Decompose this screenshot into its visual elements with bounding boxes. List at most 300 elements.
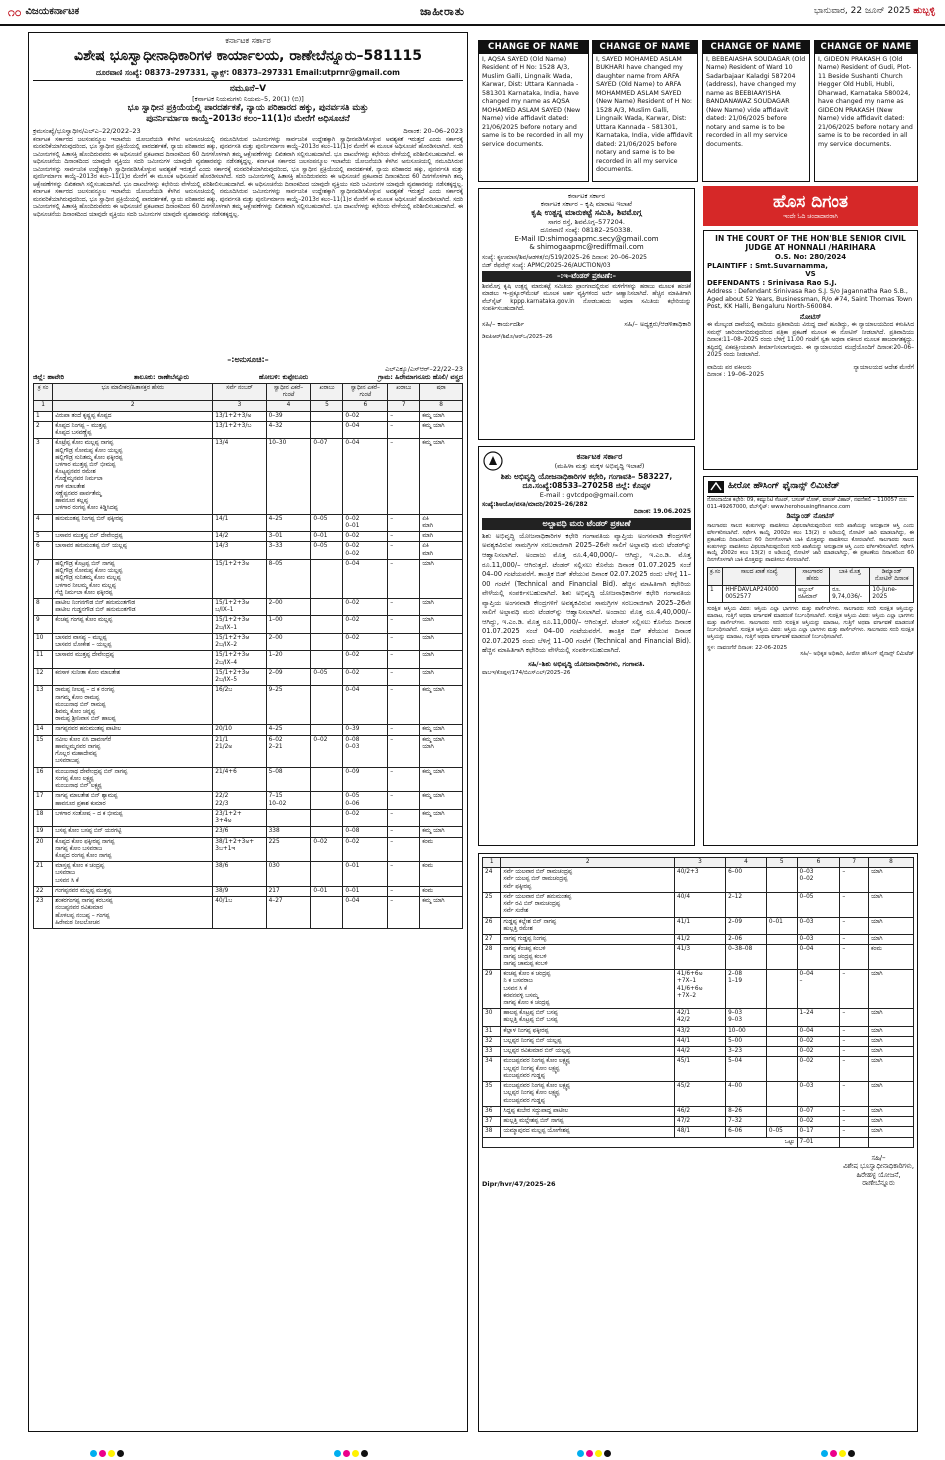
table-cell: 7–15 10–02: [266, 792, 311, 809]
table-cell: 0–01: [343, 862, 388, 887]
table-cell: ರಾಮಪ್ಪ ನೀಲಪ್ಪ – ದ ಕ ರಂಗಪ್ಪ ನಾಗಮ್ಮ ಕೋಂ ರಾಮಪ್ಪ ಮಂಜುನಾಥ ಬಿನ್ ರಾಮಪ್ಪ ಶಿವಮ್ಮ ಕೋಂ ಚನ್ನಪ್ಪ ರಾಮಪ್ಪ ಶ್ರೀನಿವಾಸ ಬಿನ್ ಹಾಲಪ್ಪ: [53, 686, 213, 725]
total-label: ಒಟ್ಟು: [483, 1137, 798, 1147]
table-cell: ಏಕಿ ಮಾಗಿ: [420, 542, 463, 559]
table-cell: 5: [34, 532, 53, 542]
table-cell: ಯಾಗಿ: [869, 1047, 914, 1057]
table-cell: 0–05: [311, 668, 343, 685]
court-date: ದಿನಾಂಕ : 19–06–2025: [707, 371, 765, 379]
table-cell: 1–24: [797, 1009, 840, 1026]
hero-column-header: ಸಾಲಗಾರರ ಹೆಸರು: [795, 568, 829, 585]
table-cell: 13/4: [213, 439, 266, 514]
officer-signature: ಸಹಿ/– ವಿಶೇಷ ಭೂಸ್ವಾಧೀನಾಧಿಕಾರಿಗಳು, ಹಿರೇಹಳ್ಳ ಯೋಜನೆ, ರಾಣೇಬೆನ್ನೂರು: [843, 1153, 914, 1188]
table-cell: 0–02: [311, 735, 343, 767]
table-cell: 9–25: [266, 686, 311, 725]
table-cell: 217: [266, 886, 311, 896]
table-row: [34, 421, 463, 438]
table-cell: –: [388, 598, 420, 615]
table-cell: ಕಮ್ಮ ಯಾಗಿ: [420, 686, 463, 725]
apmc-dept: ಕರ್ನಾಟಕ ಸರ್ಕಾರ – ಕೃಷಿ ಮಾರಾಟ ಇಲಾಖೆ: [540, 200, 633, 209]
office-title: ವಿಶೇಷ ಭೂಸ್ವಾಧೀನಾಧಿಕಾರಿಗಳ ಕಾರ್ಯಾಲಯ, ರಾಣೇಬೆನ್ನೂರು–581115: [74, 48, 422, 64]
column-header: ಕ್ರ ಸಂ: [34, 383, 53, 400]
table-cell: ಕೊಟ್ರೆಪ್ಪ ಕೋಂ ಮಲ್ಲಪ್ಪ ನಾಗಪ್ಪ ಹಲ್ಲಿಗೌಡ್ರ ಸೋಮಪ್ಪ ಕೋಂ ಯಲ್ಲಪ್ಪ ಹಲ್ಲಿಗೌಡ್ರ ಸುನಿತಮ್ಮ ಕೋಂ ಫಕ್ಕೀರಪ್ಪ ಬಳಗಾರ ಮುತ್ತಪ್ಪ ಬಿನ್ ಭೀಮಪ್ಪ ಕೊಟ್ಟಪ್ಪನವರ ರಮೇಶ ಗೊಡ್ಡೆಮ್ಮನವರ ನಿರ್ಮಲಾ ಗಾಳಿ ಮಾಲತೇಶ ಸಣ್ಣೆಪ್ಪನವರ ಪಾರ್ವತೆಮ್ಮ ಹಾವನೂರ ಕಲ್ಲಪ್ಪ ಬಳಗಾರ ರಂಗಪ್ಪ ಕೋಂ ಕಿಡ್ಡಿಸಿದಪ್ಪ: [53, 439, 213, 514]
hosa-diganta-ad: [703, 186, 918, 226]
cdpo-banner: ಅಲ್ಪಾವಧಿ ಮರು ಟೆಂಡರ್ ಪ್ರಕಟಣೆ: [482, 518, 691, 530]
table-cell: 0–05: [311, 542, 343, 559]
table-cell: –: [840, 868, 869, 893]
table-cell: ಹಾಲಪ್ಪ ಕೊಟ್ರಪ್ಪ ಬಿನ್ ಬಸಪ್ಪ ಹುಲ್ಲತ್ತಿ ಕೊಟ್ರಪ್ಪ ಬಿನ್ ಬಸಪ್ಪ: [501, 1009, 675, 1026]
table-cell: 0–03: [797, 917, 840, 934]
table-cell: ಕಮ್ಮ ಯಾಗಿ: [420, 439, 463, 514]
table-row: [34, 837, 463, 862]
table-row: [34, 809, 463, 826]
column-header: ಷರಾ: [420, 383, 463, 400]
table-cell: 0–01: [311, 532, 343, 542]
change-of-name-1: CHANGE OF NAME I, AQSA SAYED (Old Name) Resident of H No: 1528 A/3, Muslim Galli, Lingnaik Wada, Karwar, Dist: Uttara Kannada - 581301 Karnataka, India, have changed my name as AQSA MOHAMED ASLAM SAYED (New Name) vide affidavit dated: 21/06/2025 before notary and same is to be recorded in all my service documents.: [478, 40, 589, 182]
table-row: [483, 868, 914, 893]
table-cell: ಯಾಗಿ: [420, 559, 463, 598]
table-cell: 9: [34, 616, 53, 633]
table-cell: 0–08 0–03: [343, 735, 388, 767]
table-row: [34, 735, 463, 767]
hero-body: ಸಾಲಗಾರರು ಸಾಲದ ಕಂತುಗಳನ್ನು ಪಾವತಿಸಲು ವಿಫಲರಾಗಿರುವುದರಿಂದ ಸದರಿ ಖಾತೆಯನ್ನು ಅನುತ್ಪಾದಕ ಆಸ್ತಿ ಎಂದು ವರ್ಗೀಕರಿಸಲಾಗಿದೆ. ಸರ್ಫೇಸಿ ಕಾಯ್ದೆ 2002ರ ಕಲಂ 13(2) ರ ಅಡಿಯಲ್ಲಿ ನೋಟಿಸ್ ಜಾರಿ ಮಾಡಲಾಗಿದ್ದು, ಈ ಪ್ರಕಟಣೆಯ ದಿನಾಂಕದಿಂದ 60 ದಿನಗಳೊಳಗಾಗಿ ಬಾಕಿ ಮೊತ್ತವನ್ನು ಪಾವತಿಸಲು ಕೋರಲಾಗಿದೆ. ಸಾಲಗಾರರು ಸಾಲದ ಕಂತುಗಳನ್ನು ಪಾವತಿಸಲು ವಿಫಲರಾಗಿರುವುದರಿಂದ ಸದರಿ ಖಾತೆಯನ್ನು ಅನುತ್ಪಾದಕ ಆಸ್ತಿ ಎಂದು ವರ್ಗೀಕರಿಸಲಾಗಿದೆ. ಸರ್ಫೇಸಿ ಕಾಯ್ದೆ 2002ರ ಕಲಂ 13(2) ರ ಅಡಿಯಲ್ಲಿ ನೋಟಿಸ್ ಜಾರಿ ಮಾಡಲಾಗಿದ್ದು, ಈ ಪ್ರಕಟಣೆಯ ದಿನಾಂಕದಿಂದ 60 ದಿನಗಳೊಳಗಾಗಿ ಬಾಕಿ ಮೊತ್ತವನ್ನು ಪಾವತಿಸಲು ಕೋರಲಾಗಿದೆ.: [707, 522, 914, 564]
form-sub: [ಕರ್ನಾಟಕ ನಿಯಮಗಳು ನಿಯಮ–5, 20(1) (ಬಿ)]: [192, 95, 304, 104]
issue-date: ಭಾನುವಾರ, 22 ಜೂನ್ 2025 ಹುಬ್ಬಳ್ಳಿ: [814, 6, 935, 17]
table-cell: 0–02: [797, 1047, 840, 1057]
notice-ref-row: ಕ್ರಮಸಂಖ್ಯೆ/ಭೂಸ್ವಾಧೀನ/ಎಲ್‌ಎ–22/2022–23 ದಿನಾಂಕ: 20–06–2023: [33, 126, 463, 135]
table-cell: ಹಲ್ಲಿಗೌಡ್ರ ಕೊಟ್ರಪ್ಪ ಬಿನ್ ನಾಗಪ್ಪ ಹಲ್ಲಿಗೌಡ್ರ ಸೋಮಪ್ಪ ಕೋಂ ಯಲ್ಲಪ್ಪ ಹಲ್ಲಿಗೌಡ್ರ ಸುನಿತಮ್ಮ ಕೋಂ ಮಲ್ಲಪ್ಪ ಬಳಗಾರ ನೀಲಮ್ಮ ಕೋಂ ಮಲ್ಲಪ್ಪ ಗೆಜ್ಜಿ ನಿರ್ಮಲಾ ಕೋಂ ಫಕ್ಕೀರಪ್ಪ: [53, 559, 213, 598]
table-cell: –: [840, 970, 869, 1009]
table-cell: ಮಾಗಿ: [420, 532, 463, 542]
table-cell: 0–02: [343, 651, 388, 668]
table-cell: [766, 1047, 797, 1057]
table-cell: ಬಾಸವರ ವಾಸಪ್ಪ – ಮಲ್ಲಪ್ಪ ಬಾಸವರ ಲೋಕೇಶ – ಯಲ್ಲಪ್ಪ: [53, 633, 213, 650]
cmyk-dots-mid1: [334, 1450, 368, 1457]
table-row: [34, 411, 463, 421]
table-cell: 225: [266, 837, 311, 862]
table-cell: –: [388, 725, 420, 735]
table-row: [483, 1047, 914, 1057]
table-cell: 4–00: [726, 1082, 767, 1107]
table-row: [483, 1036, 914, 1046]
court-notice: [703, 230, 918, 470]
table-cell: –: [388, 837, 420, 862]
hero-column-header: ಡಿಮ್ಯಾಂಡ್ ನೋಟಿಸ್ ದಿನಾಂಕ: [870, 568, 914, 585]
table-cell: –: [388, 439, 420, 514]
table-cell: ಕಂಮ: [420, 837, 463, 862]
table-row: [34, 439, 463, 514]
table-cell: ಕಮ್ಮ ಯಾಗಿ: [420, 767, 463, 792]
hero-table: [707, 567, 914, 603]
section-title: ಜಾಹೀರಾತು: [420, 5, 466, 19]
table-row: [483, 1106, 914, 1116]
dipr-ref: Dipr/hvr/47/2025-26: [482, 1179, 556, 1188]
column-header: ಖರಾಬು: [311, 383, 343, 400]
table-cell: –: [840, 1057, 869, 1082]
table-cell: 30: [483, 1009, 501, 1026]
table-cell: [311, 686, 343, 725]
schedule-continuation: [478, 853, 918, 1432]
table-cell: 0–03 0–02: [797, 868, 840, 893]
table-cell: 0–08: [343, 827, 388, 837]
table-cell: 15: [34, 735, 53, 767]
page-number: ೧೦: [8, 4, 22, 19]
cmyk-dots-left: [90, 1450, 124, 1457]
table-cell: [311, 411, 343, 421]
court-title: IN THE COURT OF THE HON'BLE SENIOR CIVIL JUDGE AT HONNALI /HARIHARA: [715, 234, 906, 253]
table-cell: ಪಾಟೀಲ ನಿಂಗನಗೌಡ ಬಿನ್ ಹನುಮಂತಗೌಡ ಪಾಟೀಲ ಗುಡ್ಡನಗೌಡ ಬಿನ್ ಹನುಮಂತಗೌಡ: [53, 598, 213, 615]
table-cell: 23/1+2+ 3+4ಅ: [213, 809, 266, 826]
apmc-phone: ದೂರವಾಣಿ ಸಂಖ್ಯೆ: 08182–250338.: [540, 226, 633, 235]
table-cell: ಯಾಗಿ: [869, 1106, 914, 1116]
table-row: [34, 686, 463, 725]
table-cell: –: [388, 616, 420, 633]
table-cell: –: [840, 1036, 869, 1046]
table-cell: 46/2: [675, 1106, 726, 1116]
table-row: [483, 935, 914, 945]
table-cell: ಕಮ್ಮ ಯಾಗಿ: [420, 792, 463, 809]
table-cell: –: [388, 668, 420, 685]
table-cell: [311, 598, 343, 615]
apmc-tender-notice: [478, 188, 695, 440]
table-cell: [311, 725, 343, 735]
table-row: [483, 917, 914, 934]
cdpo-body: ಶಿಶು ಅಭಿವೃದ್ಧಿ ಯೋಜನಾಧಿಕಾರಿಗಳ ಕಛೇರಿ ಗಂಗಾವತಿಯ ವ್ಯಾಪ್ತಿಯ ಅಂಗನವಾಡಿ ಕೇಂದ್ರಗಳಿಗೆ ಅವಶ್ಯಕವಿರುವ ಸಾಮಗ್ರಿಗಳ ಸರಬರಾಜಿಗಾಗಿ 2025–26ನೇ ಸಾಲಿಗೆ ಅಲ್ಪಾವಧಿ ಮರು ಟೆಂಡರ್‌ನ್ನು ಆಹ್ವಾನಿಸಲಾಗಿದೆ. ಅಂದಾಜು ಮೊತ್ತ ರೂ.4,40,000/– ಆಗಿದ್ದು, ಇ.ಎಂ.ಡಿ. ಮೊತ್ತ ರೂ.11,000/– ಆಗಿರುತ್ತದೆ. ಟೆಂಡರ್ ಸಲ್ಲಿಸಲು ಕೊನೆಯ ದಿನಾಂಕ 01.07.2025 ಸಂಜೆ 04–00 ಗಂಟೆಯವರೆಗೆ. ತಾಂತ್ರಿಕ ಬಿಡ್ ತೆರೆಯುವ ದಿನಾಂಕ 02.07.2025 ರಂದು ಬೆಳಿಗ್ಗೆ 11–00 ಗಂಟೆಗೆ (Technical and Financial Bid). ಹೆಚ್ಚಿನ ಮಾಹಿತಿಗಾಗಿ ಕಛೇರಿಯ ವೇಳೆಯಲ್ಲಿ ಸಂಪರ್ಕಿಸಬಹುದಾಗಿದೆ. ಶಿಶು ಅಭಿವೃದ್ಧಿ ಯೋಜನಾಧಿಕಾರಿಗಳ ಕಛೇರಿ ಗಂಗಾವತಿಯ ವ್ಯಾಪ್ತಿಯ ಅಂಗನವಾಡಿ ಕೇಂದ್ರಗಳಿಗೆ ಅವಶ್ಯಕವಿರುವ ಸಾಮಗ್ರಿಗಳ ಸರಬರಾಜಿಗಾಗಿ 2025–26ನೇ ಸಾಲಿಗೆ ಅಲ್ಪಾವಧಿ ಮರು ಟೆಂಡರ್‌ನ್ನು ಆಹ್ವಾನಿಸಲಾಗಿದೆ. ಅಂದಾಜು ಮೊತ್ತ ರೂ.4,40,000/– ಆಗಿದ್ದು, ಇ.ಎಂ.ಡಿ. ಮೊತ್ತ ರೂ.11,000/– ಆಗಿರುತ್ತದೆ. ಟೆಂಡರ್ ಸಲ್ಲಿಸಲು ಕೊನೆಯ ದಿನಾಂಕ 01.07.2025 ಸಂಜೆ 04–00 ಗಂಟೆಯವರೆಗೆ. ತಾಂತ್ರಿಕ ಬಿಡ್ ತೆರೆಯುವ ದಿನಾಂಕ 02.07.2025 ರಂದು ಬೆಳಿಗ್ಗೆ 11–00 ಗಂಟೆಗೆ (Technical and Financial Bid). ಹೆಚ್ಚಿನ ಮಾಹಿತಿಗಾಗಿ ಕಛೇರಿಯ ವೇಳೆಯಲ್ಲಿ ಸಂಪರ್ಕಿಸಬಹುದಾಗಿದೆ.: [482, 531, 691, 655]
table-cell: 12: [34, 668, 53, 685]
print-registration-marks: [0, 1446, 945, 1460]
office-contact: ದೂರವಾಣಿ ಸಂಖ್ಯೆ: 08373–297331, ಫ್ಯಾಕ್ಸ್: 08373–297331 Email:utprnr@gmail.com: [95, 67, 400, 77]
table-cell: ಬಲ್ಲಪ್ಪರ ರವಿಕುಮಾರ ಬಿನ್ ಯಲ್ಲಪ್ಪ: [501, 1047, 675, 1057]
table-row: [483, 970, 914, 1009]
table-cell: 43/2: [675, 1026, 726, 1036]
table-cell: –: [388, 886, 420, 896]
column-number: 2: [501, 858, 675, 868]
cdpo-govt: ಕರ್ನಾಟಕ ಸರ್ಕಾರ: [576, 451, 623, 461]
cdpo-ref: ಸಂಖ್ಯೆ:ಶಿಅಯೋ/ವಸತಿ/ಮಾದರಿ/2025–26/282: [482, 500, 588, 508]
table-cell: 15/1+2+3ಆ 2ಬ/IX–4: [213, 651, 266, 668]
table-cell: 34: [483, 1057, 501, 1082]
court-signatures: ವಾದಿಯ ಪರ ವಕೀಲರು ನ್ಯಾಯಾಲಯದ ಆದೇಶ ಮೇರೆಗೆ: [707, 363, 914, 371]
hero-column-header: ಬಾಕಿ ಮೊತ್ತ: [830, 568, 870, 585]
table-cell: ಯಮ್ಮಾಪುರದ ಮಲ್ಲಪ್ಪ ಯೋಗೇಶಪ್ಪ: [501, 1127, 675, 1137]
column-header: ಸ್ವಾಧೀನ ಎಕರೆ–ಗುಂಟೆ: [343, 383, 388, 400]
table-cell: 5–00: [726, 1036, 767, 1046]
table-cell: ಕಮ್ಮ ಯಾಗಿ ಯಾಗಿ: [420, 735, 463, 767]
table-cell: ಯಾಗಿ: [869, 970, 914, 1009]
table-cell: –: [388, 792, 420, 809]
table-cell: 42/1 42/2: [675, 1009, 726, 1026]
court-defendants: DEFENDANTS : Srinivasa Rao S.J.: [707, 279, 837, 287]
table-cell: ಮಂಜಪ್ಪನವರ ನಿಂಗಪ್ಪ ಕೋಂ ಲಕ್ಷ್ಮಪ್ಪ ಬಲ್ಲಪ್ಪರ ನಿಂಗಪ್ಪ ಕೋಂ ಲಕ್ಷ್ಮಪ್ಪ ಮಂಜಪ್ಪನವರ ಗುಡ್ಡಪ್ಪ: [501, 1057, 675, 1082]
table-cell: 21: [34, 862, 53, 887]
court-notice-heading: ನೋಟಿಸ್: [799, 313, 822, 322]
table-cell: [311, 792, 343, 809]
table-cell: –: [840, 917, 869, 934]
column-number: 7: [388, 401, 420, 411]
land-acquisition-notice: [28, 32, 468, 1432]
table-cell: ಸರ್ವೆ ಯಲವಾರ ಬಿನ್ ಹನುಮಂತಪ್ಪ ಸರ್ವೆ ರವಿ ಬಿನ್ ರಾಮಚಂದ್ರಪ್ಪ ಸರ್ವೆ ಸುರೇಶ: [501, 892, 675, 917]
table-cell: 38/6: [213, 862, 266, 887]
table-cell: 14/3: [213, 542, 266, 559]
table-cell: 16/2ಬ: [213, 686, 266, 725]
table-cell: ಯಾಗಿ: [869, 868, 914, 893]
table-cell: 28: [483, 945, 501, 970]
hero-place: ಸ್ಥಳ: ದಾವಣಗೆರೆ ದಿನಾಂಕ: 22-06-2025: [707, 644, 788, 651]
column-number: 5: [766, 858, 797, 868]
cdpo-date: ದಿನಾಂಕ: 19.06.2025: [633, 508, 691, 516]
table-cell: 14/2: [213, 532, 266, 542]
table-cell: ಸಿದ್ದಪ್ಪ ಕುಬೇರ ಸದ್ದುಪಾದ್ದ ಪಾಟೀಲ: [501, 1106, 675, 1116]
table-cell: [766, 1009, 797, 1026]
table-cell: 0–05: [311, 514, 343, 531]
ad-tagline: ಇಂದೇ ಓದಿ ಚಂದಾದಾರರಾಗಿ: [783, 212, 838, 220]
table-cell: ಕನಸಾಳ ಸುನೀತಾ ಕೋಂ ಮಾಲತೇಶ: [53, 668, 213, 685]
table-cell: 0–02: [343, 809, 388, 826]
column-number: 4: [726, 858, 767, 868]
table-cell: 32: [483, 1036, 501, 1046]
table-row: [34, 827, 463, 837]
table-cell: 10–00: [726, 1026, 767, 1036]
table-cell: ಬಾಸಾವರ ಹನುಮಂತಪ್ಪ ಬಿನ್ ಯಲ್ಲಪ್ಪ: [53, 542, 213, 559]
table-cell: 24: [483, 868, 501, 893]
table-cell: ಕಮ್ಮ ಯಾಗಿ: [420, 809, 463, 826]
table-cell: ಬಲ್ಲಪ್ಪರ ನಿಂಗಪ್ಪ ಬಿನ್ ಯಲ್ಲಪ್ಪ: [501, 1036, 675, 1046]
cmyk-dots-mid2: [577, 1450, 611, 1457]
column-number: 1: [483, 858, 501, 868]
table-cell: 45/2: [675, 1082, 726, 1107]
paper-name: ವಿಜಯಕರ್ನಾಟಕ: [25, 5, 80, 17]
table-cell: 38/9: [213, 886, 266, 896]
table-cell: ಹನುಮಂತಪ್ಪ ನಿಂಗಪ್ಪ ಬಿನ್ ಫಕ್ಕೀರಪ್ಪ: [53, 514, 213, 531]
table-cell: 0–04: [343, 559, 388, 598]
apmc-email-1: E-Mail ID:shimogaapmc.secy@gmail.com: [514, 234, 659, 243]
table-cell: ಗುಡ್ಡಪ್ಪ ಕಲ್ಲೇಶ ಬಿನ್ ನಾಗಪ್ಪ ಹುಲ್ಲತ್ತಿ ರಮೇಶ: [501, 917, 675, 934]
table-cell: 0–05 0–06: [343, 792, 388, 809]
table-cell: 0–05: [766, 1127, 797, 1137]
table-cell: 23/6: [213, 827, 266, 837]
table-cell: –: [840, 1026, 869, 1036]
table-cell: 0–02: [343, 532, 388, 542]
table-row: [34, 598, 463, 615]
table-row: [34, 897, 463, 929]
table-cell: –: [840, 1047, 869, 1057]
table-cell: 7–32: [726, 1117, 767, 1127]
schedule-table-left: [33, 383, 463, 929]
table-cell: –: [388, 651, 420, 668]
table-cell: ಯಾಗಿ: [420, 651, 463, 668]
table-cell: [311, 827, 343, 837]
column-number: 3: [213, 401, 266, 411]
table-cell: [311, 421, 343, 438]
table-cell: 18: [34, 809, 53, 826]
table-cell: ಕೆಂಚಪ್ಪ ಗಂಗಪ್ಪ ಕೋಂ ಮಲ್ಲಪ್ಪ: [53, 616, 213, 633]
table-cell: –: [840, 935, 869, 945]
table-cell: 0–02: [343, 837, 388, 862]
table-cell: [311, 862, 343, 887]
notice-title-1: ಭೂ ಸ್ವಾಧೀನ ಪ್ರಕ್ರಿಯೆಯಲ್ಲಿ ಪಾರದರ್ಶಕತೆ, ನ್ಯಾಯ ಪರಿಹಾರದ ಹಕ್ಕು, ಪುನರ್ವಸತಿ ಮತ್ತು: [127, 103, 369, 114]
table-cell: –: [388, 827, 420, 837]
table-cell: [311, 651, 343, 668]
table-cell: –: [388, 897, 420, 929]
table-cell: 44/2: [675, 1047, 726, 1057]
table-cell: [766, 1106, 797, 1116]
table-cell: ಬಳಗಾರ ಸಂತೋಷ – ದ ಕ ಭೀಮಪ್ಪ: [53, 809, 213, 826]
table-cell: ಕಂಮ: [420, 862, 463, 887]
table-row: [34, 862, 463, 887]
table-cell: 17: [34, 792, 53, 809]
table-cell: ಮಂಜಪ್ಪನವರ ನಿಂಗಪ್ಪ ಕೋಂ ಲಕ್ಷ್ಮಪ್ಪ ಬಲ್ಲಪ್ಪರ ನಿಂಗಪ್ಪ ಕೋಂ ಲಕ್ಷ್ಮಪ್ಪ ಮಂಜಪ್ಪನವರ ಗುಡ್ಡಪ್ಪ: [501, 1082, 675, 1107]
column-header: ಸರ್ವೆ ನಂಬರ್: [213, 383, 266, 400]
table-cell: 27: [483, 935, 501, 945]
table-cell: –: [388, 686, 420, 725]
table-cell: ಯಾಗಿ: [869, 917, 914, 934]
hero-sign: ಸಹಿ/– ಅಧಿಕೃತ ಅಧಿಕಾರಿ, ಹೀರೋ ಹೌಸಿಂಗ್ ಫೈನಾನ್ಸ್ ಲಿಮಿಟೆಡ್: [800, 651, 914, 658]
cmyk-dots-right: [821, 1450, 855, 1457]
column-number: 6: [797, 858, 840, 868]
table-cell: [766, 1082, 797, 1107]
table-cell: 16: [34, 767, 53, 792]
table-cell: 15/1+2+3ಆ ಬ/IX–1: [213, 598, 266, 615]
table-cell: 20/10: [213, 725, 266, 735]
table-cell: 33: [483, 1047, 501, 1057]
table-cell: [311, 633, 343, 650]
notice-body: ಕರ್ನಾಟಕ ಸರ್ಕಾರದ ಜಲಸಂಪನ್ಮೂಲ ಇಲಾಖೆಯ ಯೋಜನೆಯಡಿ ಕೆಳಗಿನ ಅನುಸೂಚಿಯಲ್ಲಿ ನಮೂದಿಸಿರುವ ಜಮೀನುಗಳನ್ನು ಸಾರ್ವಜನಿಕ ಉದ್ದೇಶಕ್ಕಾಗಿ ಸ್ವಾಧೀನಪಡಿಸಿಕೊಳ್ಳುವ ಅವಶ್ಯಕತೆ ಇರುತ್ತದೆ ಎಂದು ಸರ್ಕಾರಕ್ಕೆ ಮನವರಿಕೆಯಾಗಿರುವುದರಿಂದ, ಭೂ ಸ್ವಾಧೀನ ಪ್ರಕ್ರಿಯೆಯಲ್ಲಿ ಪಾರದರ್ಶಕತೆ, ನ್ಯಾಯ ಪರಿಹಾರದ ಹಕ್ಕು, ಪುನರ್ವಸತಿ ಮತ್ತು ಪುನರ್ನಿರ್ಮಾಣ ಕಾಯ್ದೆ–2013ರ ಕಲಂ–11(1)ರ ಮೇರೆಗೆ ಈ ಮೂಲಕ ಅಧಿಸೂಚನೆ ಹೊರಡಿಸಲಾಗಿದೆ. ಸದರಿ ಜಮೀನುಗಳಲ್ಲಿ ಹಿತಾಸಕ್ತಿ ಹೊಂದಿರುವವರು ಈ ಅಧಿಸೂಚನೆ ಪ್ರಕಟವಾದ ದಿನಾಂಕದಿಂದ 60 ದಿನಗಳೊಳಗಾಗಿ ತಮ್ಮ ಆಕ್ಷೇಪಣೆಗಳನ್ನು ಲಿಖಿತವಾಗಿ ಸಲ್ಲಿಸಬಹುದಾಗಿದೆ. ಭೂ ದಾಖಲೆಗಳನ್ನು ಕಛೇರಿಯ ವೇಳೆಯಲ್ಲಿ ಪರಿಶೀಲಿಸಬಹುದಾಗಿದೆ. ಈ ಅಧಿಸೂಚನೆಯ ದಿನಾಂಕದಿಂದ ಯಾವುದೇ ವ್ಯಕ್ತಿಯು ಸದರಿ ಜಮೀನುಗಳ ಯಾವುದೇ ವ್ಯವಹಾರವನ್ನು ನಡೆಸತಕ್ಕದ್ದಲ್ಲ. ಕರ್ನಾಟಕ ಸರ್ಕಾರದ ಜಲಸಂಪನ್ಮೂಲ ಇಲಾಖೆಯ ಯೋಜನೆಯಡಿ ಕೆಳಗಿನ ಅನುಸೂಚಿಯಲ್ಲಿ ನಮೂದಿಸಿರುವ ಜಮೀನುಗಳನ್ನು ಸಾರ್ವಜನಿಕ ಉದ್ದೇಶಕ್ಕಾಗಿ ಸ್ವಾಧೀನಪಡಿಸಿಕೊಳ್ಳುವ ಅವಶ್ಯಕತೆ ಇರುತ್ತದೆ ಎಂದು ಸರ್ಕಾರಕ್ಕೆ ಮನವರಿಕೆಯಾಗಿರುವುದರಿಂದ, ಭೂ ಸ್ವಾಧೀನ ಪ್ರಕ್ರಿಯೆಯಲ್ಲಿ ಪಾರದರ್ಶಕತೆ, ನ್ಯಾಯ ಪರಿಹಾರದ ಹಕ್ಕು, ಪುನರ್ವಸತಿ ಮತ್ತು ಪುನರ್ನಿರ್ಮಾಣ ಕಾಯ್ದೆ–2013ರ ಕಲಂ–11(1)ರ ಮೇರೆಗೆ ಈ ಮೂಲಕ ಅಧಿಸೂಚನೆ ಹೊರಡಿಸಲಾಗಿದೆ. ಸದರಿ ಜಮೀನುಗಳಲ್ಲಿ ಹಿತಾಸಕ್ತಿ ಹೊಂದಿರುವವರು ಈ ಅಧಿಸೂಚನೆ ಪ್ರಕಟವಾದ ದಿನಾಂಕದಿಂದ 60 ದಿನಗಳೊಳಗಾಗಿ ತಮ್ಮ ಆಕ್ಷೇಪಣೆಗಳನ್ನು ಲಿಖಿತವಾಗಿ ಸಲ್ಲಿಸಬಹುದಾಗಿದೆ. ಭೂ ದಾಖಲೆಗಳನ್ನು ಕಛೇರಿಯ ವೇಳೆಯಲ್ಲಿ ಪರಿಶೀಲಿಸಬಹುದಾಗಿದೆ. ಈ ಅಧಿಸೂಚನೆಯ ದಿನಾಂಕದಿಂದ ಯಾವುದೇ ವ್ಯಕ್ತಿಯು ಸದರಿ ಜಮೀನುಗಳ ಯಾವುದೇ ವ್ಯವಹಾರವನ್ನು ನಡೆಸತಕ್ಕದ್ದಲ್ಲ. ಕರ್ನಾಟಕ ಸರ್ಕಾರದ ಜಲಸಂಪನ್ಮೂಲ ಇಲಾಖೆಯ ಯೋಜನೆಯಡಿ ಕೆಳಗಿನ ಅನುಸೂಚಿಯಲ್ಲಿ ನಮೂದಿಸಿರುವ ಜಮೀನುಗಳನ್ನು ಸಾರ್ವಜನಿಕ ಉದ್ದೇಶಕ್ಕಾಗಿ ಸ್ವಾಧೀನಪಡಿಸಿಕೊಳ್ಳುವ ಅವಶ್ಯಕತೆ ಇರುತ್ತದೆ ಎಂದು ಸರ್ಕಾರಕ್ಕೆ ಮನವರಿಕೆಯಾಗಿರುವುದರಿಂದ, ಭೂ ಸ್ವಾಧೀನ ಪ್ರಕ್ರಿಯೆಯಲ್ಲಿ ಪಾರದರ್ಶಕತೆ, ನ್ಯಾಯ ಪರಿಹಾರದ ಹಕ್ಕು, ಪುನರ್ವಸತಿ ಮತ್ತು ಪುನರ್ನಿರ್ಮಾಣ ಕಾಯ್ದೆ–2013ರ ಕಲಂ–11(1)ರ ಮೇರೆಗೆ ಈ ಮೂಲಕ ಅಧಿಸೂಚನೆ ಹೊರಡಿಸಲಾಗಿದೆ. ಸದರಿ ಜಮೀನುಗಳಲ್ಲಿ ಹಿತಾಸಕ್ತಿ ಹೊಂದಿರುವವರು ಈ ಅಧಿಸೂಚನೆ ಪ್ರಕಟವಾದ ದಿನಾಂಕದಿಂದ 60 ದಿನಗಳೊಳಗಾಗಿ ತಮ್ಮ ಆಕ್ಷೇಪಣೆಗಳನ್ನು ಲಿಖಿತವಾಗಿ ಸಲ್ಲಿಸಬಹುದಾಗಿದೆ. ಭೂ ದಾಖಲೆಗಳನ್ನು ಕಛೇರಿಯ ವೇಳೆಯಲ್ಲಿ ಪರಿಶೀಲಿಸಬಹುದಾಗಿದೆ. ಈ ಅಧಿಸೂಚನೆಯ ದಿನಾಂಕದಿಂದ ಯಾವುದೇ ವ್ಯಕ್ತಿಯು ಸದರಿ ಜಮೀನುಗಳ ಯಾವುದೇ ವ್ಯವಹಾರವನ್ನು ನಡೆಸತಕ್ಕದ್ದಲ್ಲ.: [33, 136, 463, 218]
table-cell: 41/1: [675, 917, 726, 934]
table-cell: ಕಮ್ಮ ಯಾಗಿ: [420, 411, 463, 421]
table-cell: 3–01: [266, 532, 311, 542]
table-cell: 48/1: [675, 1127, 726, 1137]
table-cell: –: [388, 633, 420, 650]
hero-table-cell: 1: [708, 585, 723, 602]
table-cell: 14/1: [213, 514, 266, 531]
table-row: [483, 892, 914, 917]
table-cell: –: [388, 767, 420, 792]
table-cell: ನಾಗಪ್ಪ ಗುಡ್ಡಪ್ಪ ನಿಂಗಪ್ಪ: [501, 935, 675, 945]
table-cell: 0–02: [797, 1117, 840, 1127]
table-row: [34, 532, 463, 542]
table-cell: 37: [483, 1117, 501, 1127]
table-cell: 21/1 21/2ಅ: [213, 735, 266, 767]
table-cell: ಬಸಪ್ಪ ಕೋಂ ಬಸಪ್ಪ ಬಿನ್ ಯರಗಟ್ಟಿ: [53, 827, 213, 837]
change-of-name-2: CHANGE OF NAME I, SAYED MOHAMED ASLAM BUKHARI have changed my daughter name from ARFA SAYED (Old Name) to ARFA MOHAMMED ASLAM SAYED (New Name) Resident of H No: 1528 A/3, Muslim Galli, Lingnaik Wada, Karwar, Dist: Uttara Kannada - 581301, Karnataka, India, vide affidavit dated: 21/06/2025 before notary and same is to be recorded in all my service documents.: [592, 40, 698, 182]
table-cell: 35: [483, 1082, 501, 1107]
table-cell: 0–02: [343, 598, 388, 615]
table-cell: ನಾಗಪ್ಪ ಮಾಲತೇಶ ಬಿನ್ ಶ್ಯಾಮಪ್ಪ ಹಾವನೂರ ಪ್ರಕಾಶ ಕುಮಾರ: [53, 792, 213, 809]
hero-table-cell: ರೂ. 9,74,036/-: [830, 585, 870, 602]
column-number: 7: [840, 858, 869, 868]
table-row: [34, 616, 463, 633]
table-cell: ಯಾಗಿ: [869, 1082, 914, 1107]
apmc-body: ಶಿವಮೊಗ್ಗ ಕೃಷಿ ಉತ್ಪನ್ನ ಮಾರುಕಟ್ಟೆ ಸಮಿತಿಯ ಪ್ರಾಂಗಣದಲ್ಲಿರುವ ಮಳಿಗೆಗಳನ್ನು ಹರಾಜು ಮೂಲಕ ಹಂಚಿಕೆ ಮಾಡಲು ಇ–ಪ್ರಕ್ಯೂರ್‌ಮೆಂಟ್ ಮೂಲಕ ಅರ್ಹ ವ್ಯಕ್ತಿಗಳಿಂದ ಅರ್ಜಿ ಆಹ್ವಾನಿಸಲಾಗಿದೆ. ಹೆಚ್ಚಿನ ಮಾಹಿತಿಗಾಗಿ ವೆಬ್‌ಸೈಟ್ kppp.karnataka.gov.in ನೋಡಬಹುದು ಅಥವಾ ಸಮಿತಿಯ ಕಛೇರಿಯನ್ನು ಸಂಪರ್ಕಿಸಬಹುದಾಗಿದೆ.: [482, 283, 691, 313]
table-cell: 1: [34, 411, 53, 421]
cdpo-email: E-mail : gvtcdpo@gmail.com: [539, 490, 634, 499]
apmc-signatures: ಸಹಿ/– ಕಾರ್ಯದರ್ಶಿ ಸಹಿ/– ಅಧ್ಯಕ್ಷರು/ಆಡಳಿತಾಧಿಕಾರಿ: [482, 319, 691, 328]
table-cell: ಯಾಗಿ: [869, 1036, 914, 1046]
table-cell: 8–26: [726, 1106, 767, 1116]
table-cell: ಕಮ್ಮ ಯಾಗಿ: [420, 421, 463, 438]
table-cell: –: [840, 1082, 869, 1107]
table-cell: 40/2+3: [675, 868, 726, 893]
table-cell: ಯಾಗಿ: [869, 1117, 914, 1127]
table-cell: 0–04: [343, 439, 388, 514]
table-cell: 26: [483, 917, 501, 934]
table-cell: 4–27: [266, 897, 311, 929]
table-row: [483, 1026, 914, 1036]
table-cell: 0–04 –: [797, 970, 840, 1009]
table-cell: 4–25: [266, 514, 311, 531]
table-cell: [766, 945, 797, 970]
table-cell: 0–03: [797, 1082, 840, 1107]
table-cell: ಯಾಗಿ: [869, 1026, 914, 1036]
table-cell: [766, 1026, 797, 1036]
hero-notice-heading: ಡಿಮ್ಯಾಂಡ್ ನೋಟಿಸ್: [786, 512, 835, 521]
table-cell: 0–39: [343, 725, 388, 735]
table-cell: –: [388, 514, 420, 531]
table-cell: 030: [266, 862, 311, 887]
change-of-name-3: CHANGE OF NAME I, BEBEAIASHA SOUDAGAR (Old Name) Resident of Ward 10 Sadarbajaar Kaladgi 587204 (address), have changed my name as BEEBIAAYISHA BANDANAWAZ SOUDAGAR (New Name) vide affidavit dated: 21/06/2025 before notary and same is to be recorded in all my service documents.: [702, 40, 810, 182]
table-cell: 15/1+2+3ಆ 2ಬ/IX–5: [213, 668, 266, 685]
ad-name: ಹೊಸ ದಿಗಂತ: [773, 191, 848, 212]
schedule-ref: ಎಲ್‌ಎಕ್ಯೂ/ಎಸ್‌ಆರ್–22/22–23: [385, 364, 463, 373]
table-cell: 38/1+2+3ಅ+ 3ಬ+1ಇ: [213, 837, 266, 862]
notice-title-2: ಪುನರ್ನಿರ್ಮಾಣ ಕಾಯ್ದೆ–2013ರ ಕಲಂ–11(1)ರ ಮೇರೆಗೆ ಅಧಿಸೂಚನೆ: [146, 113, 350, 124]
table-cell: –: [840, 1106, 869, 1116]
hero-body-2: ಸುರಕ್ಷಿತ ಆಸ್ತಿಯ ವಿವರ: ಆಸ್ತಿಯ ಎಲ್ಲಾ ಭಾಗಗಳು ಮತ್ತು ಪಾರ್ಸೆಲ್‌ಗಳು. ಸಾಲಗಾರರು ಸದರಿ ಸುರಕ್ಷಿತ ಆಸ್ತಿಯನ್ನು ಮಾರಾಟ, ಗುತ್ತಿಗೆ ಅಥವಾ ವರ್ಗಾವಣೆ ಮಾಡದಂತೆ ನಿರ್ಬಂಧಿಸಲಾಗಿದೆ. ಸುರಕ್ಷಿತ ಆಸ್ತಿಯ ವಿವರ: ಆಸ್ತಿಯ ಎಲ್ಲಾ ಭಾಗಗಳು ಮತ್ತು ಪಾರ್ಸೆಲ್‌ಗಳು. ಸಾಲಗಾರರು ಸದರಿ ಸುರಕ್ಷಿತ ಆಸ್ತಿಯನ್ನು ಮಾರಾಟ, ಗುತ್ತಿಗೆ ಅಥವಾ ವರ್ಗಾವಣೆ ಮಾಡದಂತೆ ನಿರ್ಬಂಧಿಸಲಾಗಿದೆ. ಸುರಕ್ಷಿತ ಆಸ್ತಿಯ ವಿವರ: ಆಸ್ತಿಯ ಎಲ್ಲಾ ಭಾಗಗಳು ಮತ್ತು ಪಾರ್ಸೆಲ್‌ಗಳು. ಸಾಲಗಾರರು ಸದರಿ ಸುರಕ್ಷಿತ ಆಸ್ತಿಯನ್ನು ಮಾರಾಟ, ಗುತ್ತಿಗೆ ಅಥವಾ ವರ್ಗಾವಣೆ ಮಾಡದಂತೆ ನಿರ್ಬಂಧಿಸಲಾಗಿದೆ.: [707, 606, 914, 640]
table-cell: 40/1ಬ: [213, 897, 266, 929]
column-header: ಖರಾಬು: [388, 383, 420, 400]
table-cell: 25: [483, 892, 501, 917]
cdpo-office: ಶಿಶು ಅಭಿವೃದ್ಧಿ ಯೋಜನಾಧಿಕಾರಿಗಳ ಕಛೇರಿ, ಗಂಗಾವತಿ– 583227, ದೂ.ಸಂಖ್ಯೆ:08533–270258 ಜಿಲ್ಲೆ: ಕೊಪ್ಪಳ: [500, 472, 673, 491]
table-cell: [766, 935, 797, 945]
schedule-title: –:ಅನುಸೂಚಿ:–: [227, 354, 269, 364]
hero-logo-icon: [707, 480, 725, 494]
schedule-table-right: [482, 857, 914, 1148]
table-row: [34, 514, 463, 531]
table-cell: 3–33: [266, 542, 311, 559]
table-cell: 4: [34, 514, 53, 531]
table-cell: 1–20: [266, 651, 311, 668]
table-cell: –: [388, 862, 420, 887]
table-cell: 0–02: [343, 633, 388, 650]
table-cell: 15/1+2+3ಆ 2ಬ/IX–1: [213, 616, 266, 633]
page-header: [0, 0, 945, 26]
table-cell: –: [840, 1127, 869, 1137]
column-number: 1: [34, 401, 53, 411]
court-vs: VS: [805, 270, 816, 279]
table-cell: 0–17: [797, 1127, 840, 1137]
table-row: [34, 542, 463, 559]
table-cell: –: [840, 945, 869, 970]
table-cell: –: [840, 1009, 869, 1026]
table-cell: ವಿರುಪಾ ತಂದೆ ಕೃಷ್ಣಪ್ಪ ಕೊಪ್ಪದ: [53, 411, 213, 421]
table-cell: 20: [34, 837, 53, 862]
table-cell: 0–04: [343, 421, 388, 438]
table-cell: 31: [483, 1026, 501, 1036]
table-cell: ಮಾಸ್ತಪ್ಪ ಕೋಂ ಕ ಚಂದ್ರಪ್ಪ ಬಸವರಾಜ ಬಸವನ ಸಿ ಕೆ: [53, 862, 213, 887]
table-cell: 40/4: [675, 892, 726, 917]
table-row: [483, 1009, 914, 1026]
table-cell: –: [840, 892, 869, 917]
table-cell: ಕಮ್ಮ ಯಾಗಿ: [420, 897, 463, 929]
table-cell: 0–38–08: [726, 945, 767, 970]
table-cell: –: [388, 809, 420, 826]
table-cell: 6–06: [726, 1127, 767, 1137]
apmc-footer: ಡಿಐಪಿಆರ್/ಶಿಮೊ/ಆರ್‌ಒ/2025–26: [482, 334, 553, 340]
table-cell: 14: [34, 725, 53, 735]
table-cell: 5–04: [726, 1057, 767, 1082]
table-cell: ಕೊಪ್ಪದ ನಿಂಗಪ್ಪ – ಮುತ್ತಪ್ಪ ಕೊಪ್ಪದ ಬಸವಣ್ಣೆಪ್ಪ: [53, 421, 213, 438]
table-cell: ನಾಗಪ್ಪನವರ ಹನುಮಂತಪ್ಪ ಪಾಟೀಲ: [53, 725, 213, 735]
table-cell: 13/1+2+3/ಬ: [213, 421, 266, 438]
